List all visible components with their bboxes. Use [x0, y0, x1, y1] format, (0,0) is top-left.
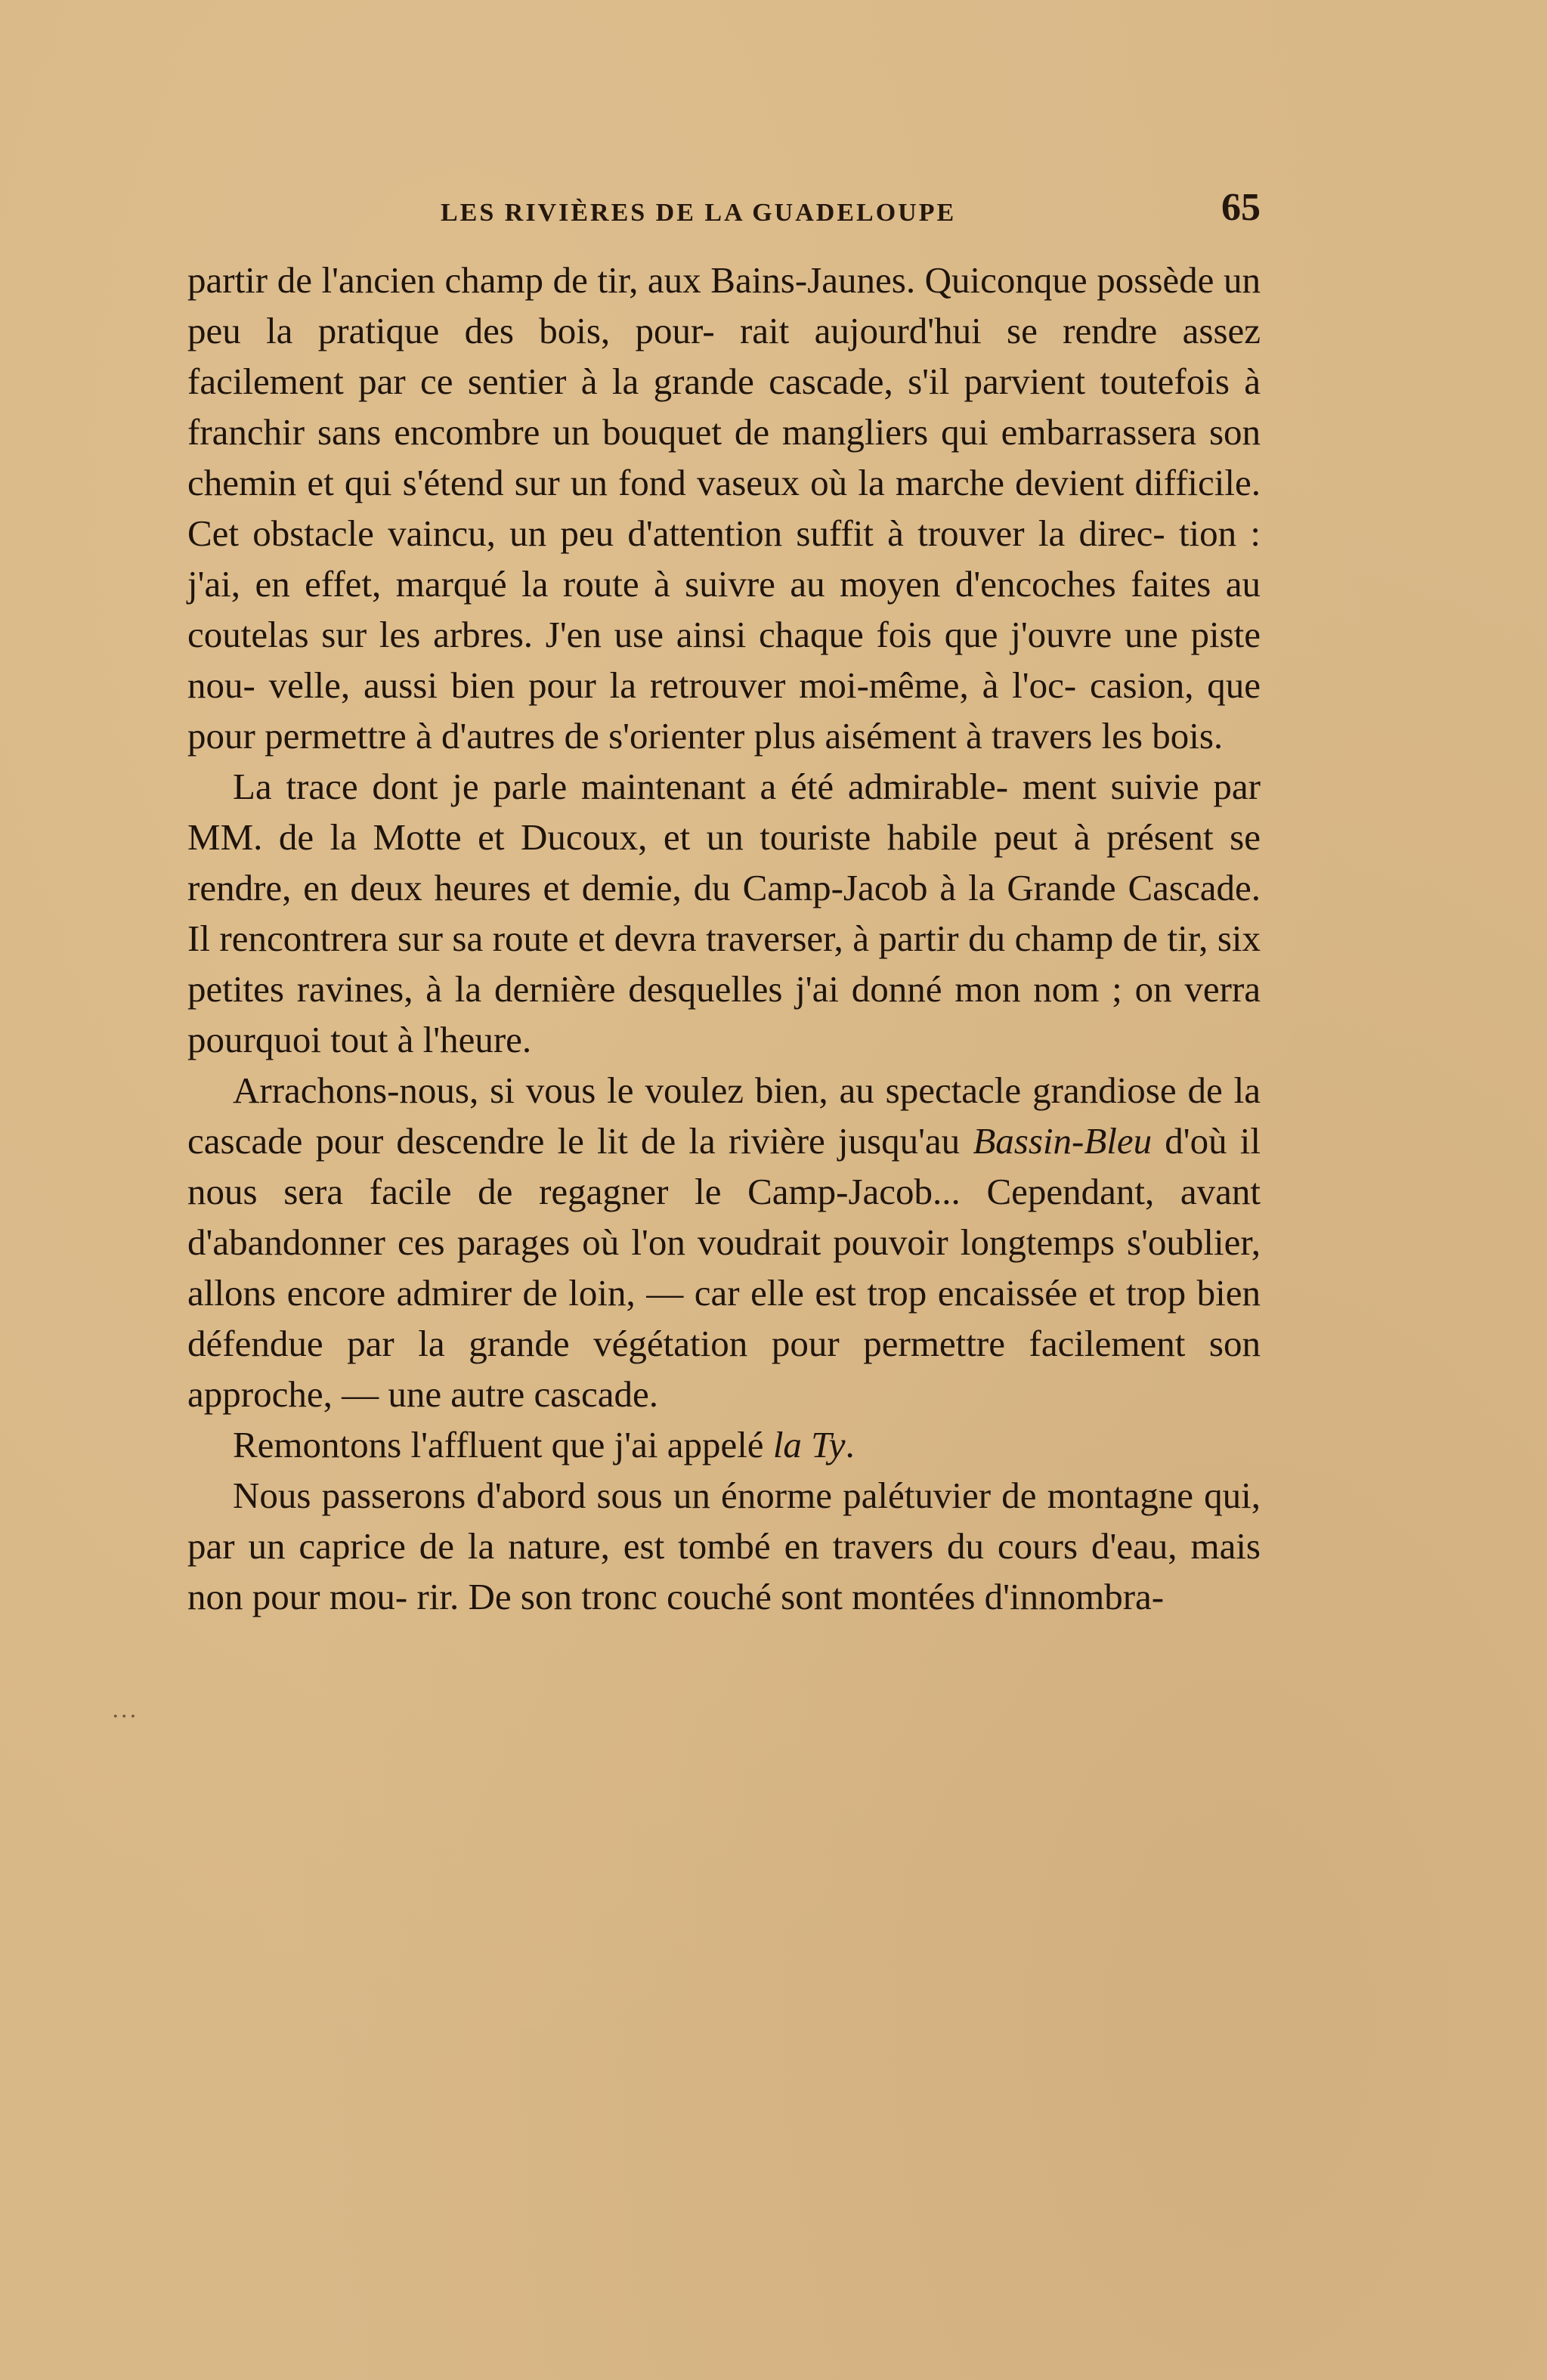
italic-river-name: la Ty: [772, 1424, 846, 1465]
running-title: LES RIVIÈRES DE LA GUADELOUPE: [441, 199, 957, 227]
margin-mark: ...: [112, 1697, 138, 1723]
paragraph-1: partir de l'ancien champ de tir, aux Bains-Jaunes. Quiconque possède un peu la pratique des bois, pour- rait aujourd'hui se rendre assez facilement par ce sentier à la grande cascade, s'il parvient toutefois à franchir sans encombre un bouquet de mangliers qui embarrassera son chemin et qui s'étend sur un fond vaseux où la marche devient difficile. Cet obstacle vaincu, un peu d'attention suffit à trouver la direc- tion : j'ai, en effet, marqué la route à suivre au moyen d'encoches faites au coutelas sur les arbres. J'en use ainsi chaque fois que j'ouvre une piste nou- velle, aussi bien pour la retrouver moi-même, à l'oc- casion, que pour permettre à d'autres de s'orienter plus aisément à travers les bois.: [187, 259, 1261, 757]
page-header: [187, 185, 1261, 238]
paragraph-2: La trace dont je parle maintenant a été admirable- ment suivie par MM. de la Motte et Ducoux, et un touriste habile peut à présent se rendre, en deux heures et demie, du Camp-Jacob à la Grande Cascade. Il rencontrera sur sa route et devra traverser, à partir du champ de tir, six petites ravines, à la dernière desquelles j'ai donné mon nom ; on verra pourquoi tout à l'heure.: [187, 766, 1261, 1060]
paragraph-3: Arrachons-nous, si vous le voulez bien, au spectacle grandiose de la cascade pour descendre le lit de la rivière jusqu'au Bassin-Bleu d'où il nous sera facile de regagner le Camp-Jacob... Cependant, avant d'abandonner ces parages où l'on voudrait pouvoir longtemps s'oublier, allons encore admirer de loin, — car elle est trop encaissée et trop bien défendue par la grande végétation pour permettre facilement son approche, — une autre cascade.: [187, 1069, 1261, 1415]
paragraph-4: Remontons l'affluent que j'ai appelé la Ty.: [233, 1424, 855, 1465]
italic-place-name: Bassin-Bleu: [973, 1120, 1153, 1162]
body-text: [187, 255, 1261, 1622]
paragraph-5: Nous passerons d'abord sous un énorme palétuvier de montagne qui, par un caprice de la nature, est tombé en travers du cours d'eau, mais non pour mou- rir. De son tronc couché sont montées d'innombra-: [187, 1475, 1261, 1617]
page-number: 65: [1221, 186, 1261, 229]
